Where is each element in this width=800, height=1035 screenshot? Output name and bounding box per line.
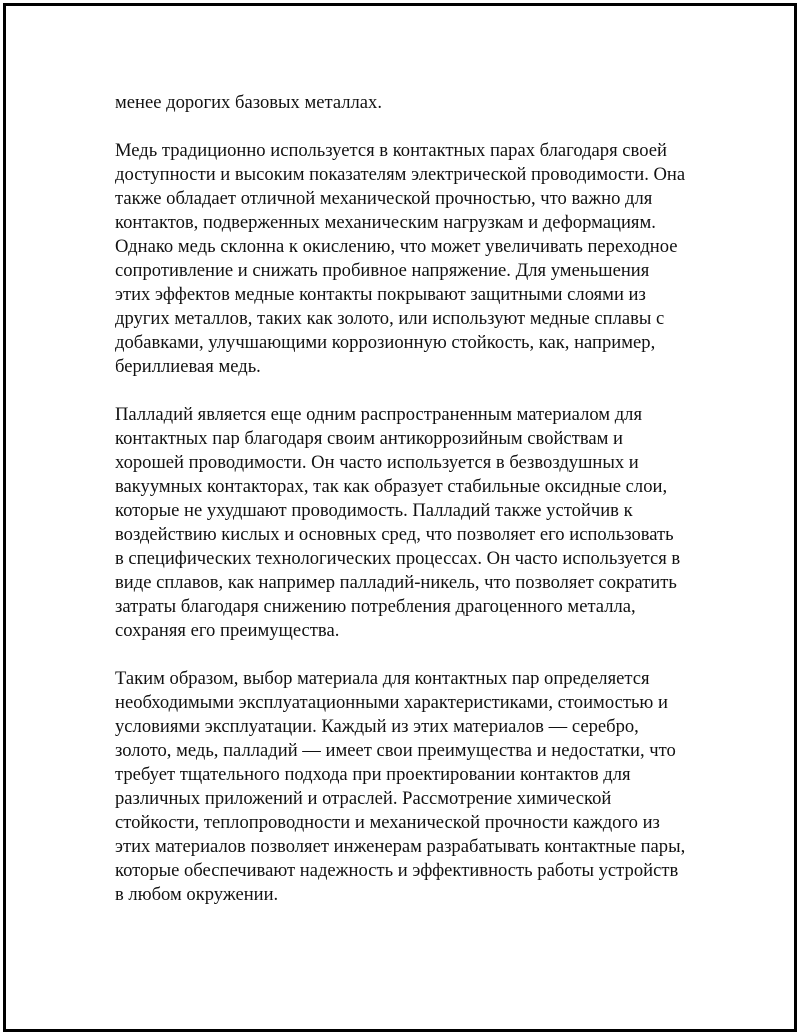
text-line: добавками, улучшающими коррозионную стойкость, как, например, xyxy=(115,332,656,353)
text-line: условиями эксплуатации. Каждый из этих материалов — серебро, xyxy=(115,716,639,737)
paragraph-copper xyxy=(115,139,700,379)
paragraph-palladium xyxy=(115,403,700,643)
text-line: бериллиевая медь. xyxy=(115,356,261,377)
text-line: Медь традиционно используется в контактных парах благодаря своей xyxy=(115,140,667,161)
text-line: вакуумных контакторах, так как образует стабильные оксидные слои, xyxy=(115,476,668,497)
text-line: хорошей проводимости. Он часто используется в безвоздушных и xyxy=(115,452,639,473)
text-line: которые не ухудшают проводимость. Палладий также устойчив к xyxy=(115,500,633,521)
text-line: контактов, подверженных механическим нагрузкам и деформациям. xyxy=(115,212,656,233)
text-line: затраты благодаря снижению потребления драгоценного металла, xyxy=(115,596,636,617)
text-line: различных приложений и отраслей. Рассмотрение химической xyxy=(115,788,612,809)
text-line: Таким образом, выбор материала для контактных пар определяется xyxy=(115,668,650,689)
text-line: в специфических технологических процессах. Он часто используется в xyxy=(115,548,681,569)
text-line: требует тщательного подхода при проектировании контактов для xyxy=(115,764,631,785)
document-body xyxy=(115,91,700,931)
text-line: контактных пар благодаря своим антикоррозийным свойствам и xyxy=(115,428,623,449)
text-line: сохраняя его преимущества. xyxy=(115,620,340,641)
text-line: которые обеспечивают надежность и эффективность работы устройств xyxy=(115,860,679,881)
text-line: необходимыми эксплуатационными характеристиками, стоимостью и xyxy=(115,692,668,713)
text-line: Палладий является еще одним распространенным материалом для xyxy=(115,404,643,425)
text-line: сопротивление и снижать пробивное напряжение. Для уменьшения xyxy=(115,260,650,281)
text-line: также обладает отличной механической прочностью, что важно для xyxy=(115,188,653,209)
text-line: этих материалов позволяет инженерам разрабатывать контактные пары, xyxy=(115,836,686,857)
text-line: менее дорогих базовых металлах. xyxy=(115,92,383,113)
text-line: стойкости, теплопроводности и механической прочности каждого из xyxy=(115,812,660,833)
text-line: золото, медь, палладий — имеет свои преимущества и недостатки, что xyxy=(115,740,676,761)
text-line: виде сплавов, как например палладий-никель, что позволяет сократить xyxy=(115,572,677,593)
text-line: других металлов, таких как золото, или используют медные сплавы с xyxy=(115,308,665,329)
paragraph-conclusion xyxy=(115,667,700,907)
text-line: в любом окружении. xyxy=(115,884,279,905)
text-line: доступности и высоким показателям электрической проводимости. Она xyxy=(115,164,686,185)
paragraph-continuation xyxy=(115,91,700,115)
text-line: этих эффектов медные контакты покрывают защитными слоями из xyxy=(115,284,646,305)
text-line: воздействию кислых и основных сред, что позволяет его использовать xyxy=(115,524,674,545)
text-line: Однако медь склонна к окислению, что может увеличивать переходное xyxy=(115,236,678,257)
